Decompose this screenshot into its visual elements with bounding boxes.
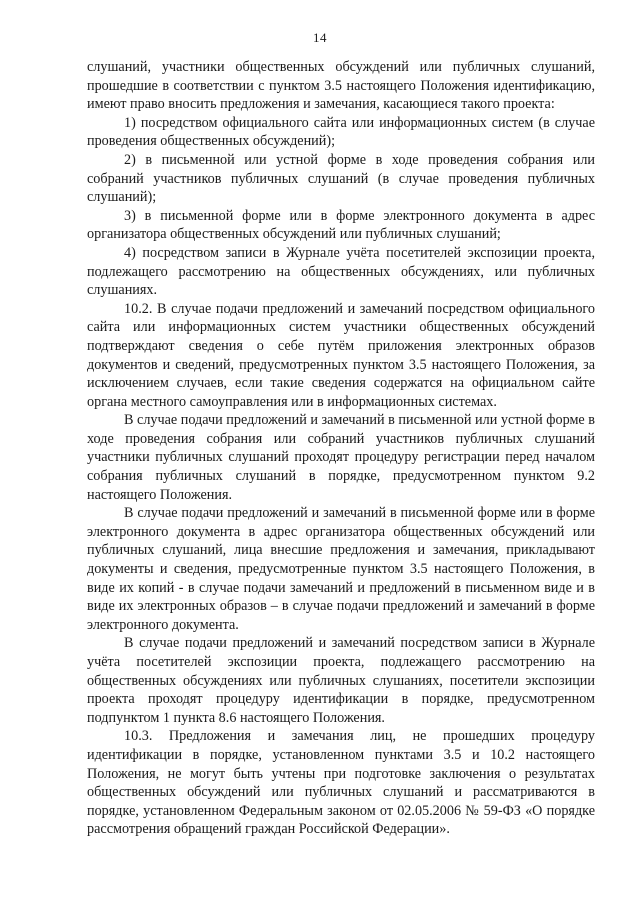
paragraph-written-submission: В случае подачи предложений и замечаний в письменной форме или в форме электронного документа в адрес организатора общественных обсуждений или публичных слушаний, лица внесшие предложения и замечания, прикладывают документы и сведения, предусмотренные пунктом 3.5 настоящего Положения, в виде их копий - в случае подачи замечаний и предложений в письменном виде и в виде их электронных образов – в случае подачи предложений и замечаний в форме электронного документа. (87, 505, 595, 633)
paragraph-continuation: слушаний, участники общественных обсуждений или публичных слушаний, прошедшие в соответствии с пунктом 3.5 настоящего Положения идентификацию, имеют право вносить предложения и замечания, касающиеся такого проекта: (87, 59, 595, 113)
list-item-2: 2) в письменной или устной форме в ходе проведения собрания или собраний участников публичных слушаний (в случае проведения публичных слушаний); (87, 151, 595, 206)
clause-10-2: 10.2. В случае подачи предложений и замечаний посредством официального сайта или информационных систем участники общественных обсуждений подтверждают сведения о себе путём приложения электронных образов документов и сведений, предусмотренных пунктом 3.5 настоящего Положения, за исключением случаев, если такие сведения содержатся на официальном сайте органа местного самоуправления или в информационных системах. (87, 300, 595, 410)
paragraph-journal-submission: В случае подачи предложений и замечаний посредством записи в Журнале учёта посетителей экспозиции проекта, подлежащего рассмотрению на общественных обсуждениях или публичных слушаниях, посетители экспозиции проекта проходят процедуру идентификации в порядке, предусмотренном подпунктом 1 пункта 8.6 настоящего Положения. (87, 635, 595, 726)
list-item-4: 4) посредством записи в Журнале учёта посетителей экспозиции проекта, подлежащего рассмотрению на общественных обсуждениях, или публичных слушаниях. (87, 244, 595, 299)
paragraph-oral-submission: В случае подачи предложений и замечаний в письменной или устной форме в ходе проведения собрания или собраний участников публичных слушаний участники публичных слушаний проходят процедуру регистрации перед началом собрания публичных слушаний в порядке, предусмотренном пунктом 9.2 настоящего Положения. (87, 412, 595, 503)
clause-10-3: 10.3. Предложения и замечания лиц, не прошедших процедуру идентификации в порядке, установленном пунктами 3.5 и 10.2 настоящего Положения, не могут быть учтены при подготовке заключения о результатах общественных обсуждений или публичных слушаний и рассматриваются в порядке, установленном Федеральным законом от 02.05.2006 № 59-ФЗ «О порядке рассмотрения обращений граждан Российской Федерации». (87, 728, 595, 838)
page-number: 14 (313, 30, 327, 45)
list-item-1: 1) посредством официального сайта или информационных систем (в случае проведения общественных обсуждений); (87, 114, 595, 150)
list-item-3: 3) в письменной форме или в форме электронного документа в адрес организатора общественных обсуждений или публичных слушаний; (87, 207, 595, 243)
document-body (87, 58, 595, 839)
